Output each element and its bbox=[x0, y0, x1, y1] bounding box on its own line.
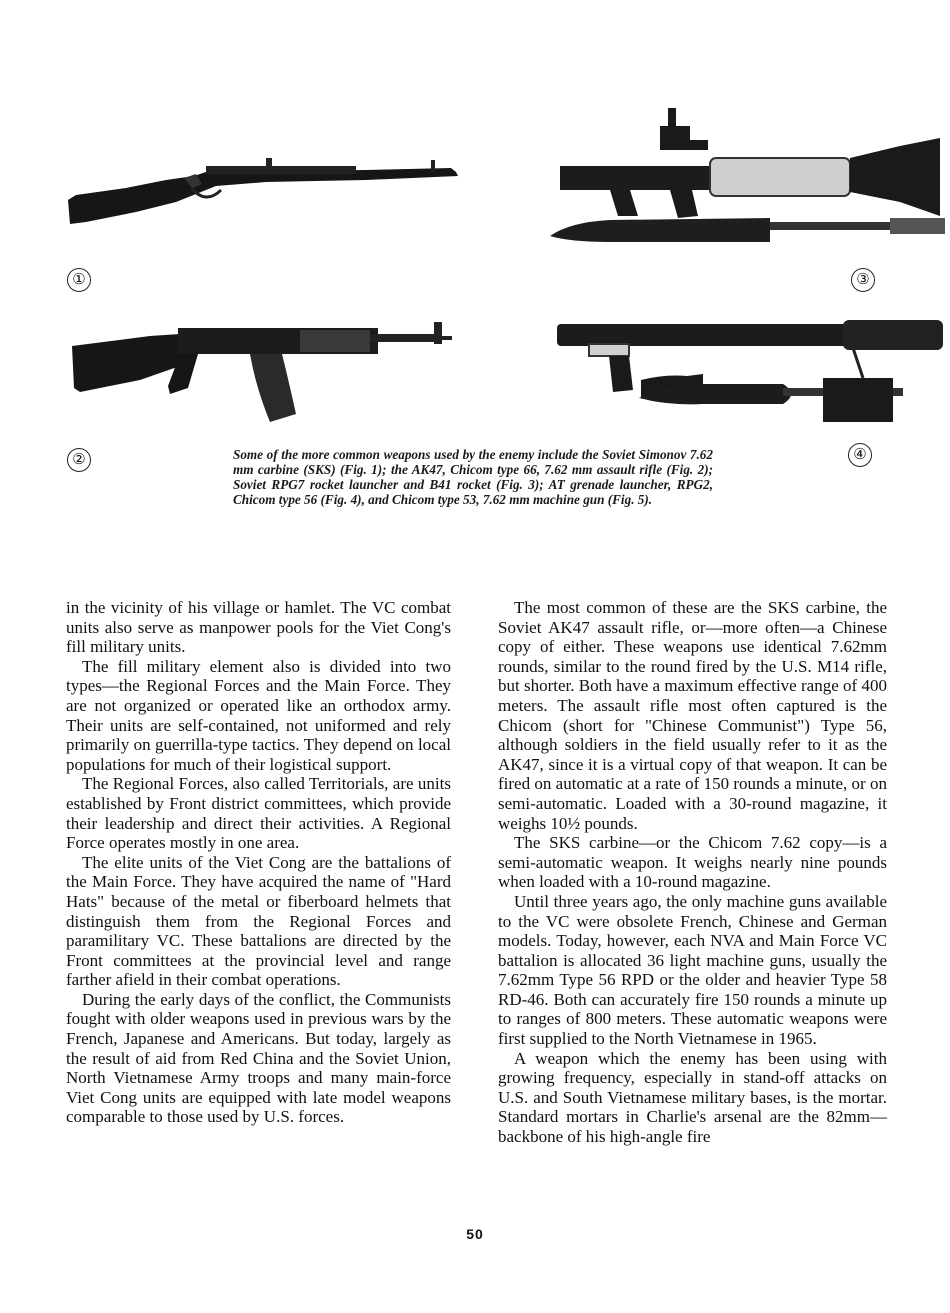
page-number: 50 bbox=[466, 1226, 484, 1242]
left-paragraph-5: During the early days of the conflict, the Communists fought with older weapons used in previous wars by the French, Japanese and Americans. But today, largely as the result of aid from Red China and the Soviet Union, North Vietnamese Army troops and many main-force Viet Cong units are equipped with late model weapons comparable to those used by U.S. forces. bbox=[66, 989, 451, 1127]
left-column bbox=[66, 598, 451, 1127]
figure-4-rpg2-launcher-and-grenade bbox=[553, 318, 948, 428]
left-paragraph-2: The fill military element also is divided into two types—the Regional Forces and the Main Force. They are not organized or operated like an orthodox army. Their units are self-contained, not uniformed and rely primarily on guerrilla-type tactics. They depend on local populations for much of their logistical support. bbox=[66, 656, 451, 774]
right-paragraph-3: Until three years ago, the only machine guns available to the VC were obsolete French, Chinese and German models. Today, however, each NVA and Main Force VC battalion is allocated 36 light machine guns, usually the 7.62mm Type 56 RPD or the older and heavier Type 58 RD-46. Both can accurately fire 150 rounds a minute up to ranges of 800 meters. These automatic weapons were first supplied to the North Vietnamese in 1965. bbox=[498, 891, 887, 1049]
figure-label-3: ③ bbox=[851, 268, 875, 292]
figure-label-1: ① bbox=[67, 268, 91, 292]
figure-label-2: ② bbox=[67, 448, 91, 472]
right-paragraph-2: The SKS carbine—or the Chicom 7.62 copy—is a semi-automatic weapon. It weighs nearly nine pounds when loaded with a 10-round magazine. bbox=[498, 833, 887, 892]
figure-2-ak47 bbox=[70, 318, 455, 428]
left-paragraph-3: The Regional Forces, also called Territorials, are units established by Front district committees, which provide their leadership and direct their activities. A Regional Force operates mostly in one area. bbox=[66, 774, 451, 853]
left-paragraph-4: The elite units of the Viet Cong are the battalions of the Main Force. They have acquired the name of "Hard Hats" because of the metal or fiberboard helmets that distinguish them from the Regional Forces and paramilitary VC. These battalions are directed by the Front committees at the provincial level and range farther afield in their combat operations. bbox=[66, 852, 451, 990]
right-paragraph-1: The most common of these are the SKS carbine, the Soviet AK47 assault rifle, or—more often—a Chinese copy of either. These weapons use identical 7.62mm rounds, similar to the round fired by the U.S. M14 rifle, but shorter. Both have a maximum effective range of 400 meters. The assault rifle most often captured is the Chicom (short for "Chinese Communist") Type 56, although soldiers in the field usually refer to it as the AK47, since it is a virtual copy of that weapon. It can be fired on automatic at a rate of 150 rounds a minute, or on semi-automatic. Loaded with a 30-round magazine, it weighs 10½ pounds. bbox=[498, 598, 887, 833]
right-column bbox=[498, 598, 887, 1147]
figure-3-rpg7-and-b41-rocket bbox=[550, 106, 945, 256]
right-paragraph-4: A weapon which the enemy has been using with growing frequency, especially in stand-off attacks on U.S. and South Vietnamese military bases, is the mortar. Standard mortars in Charlie's arsenal are the 82mm—backbone of his high-angle fire bbox=[498, 1048, 887, 1147]
figure-1-sks-carbine bbox=[66, 150, 461, 230]
left-paragraph-1: in the vicinity of his village or hamlet. The VC combat units also serve as manpower pools for the Viet Cong's fill military units. bbox=[66, 598, 451, 657]
figure-label-4: ④ bbox=[848, 443, 872, 467]
figure-caption: Some of the more common weapons used by the enemy include the Soviet Simonov 7.62 mm carbine (SKS) (Fig. 1); the AK47, Chicom type 66, 7.62 mm assault rifle (Fig. 2); Soviet RPG7 rocket launcher and B41 rocket (Fig. 3); AT grenade launcher, RPG2, Chicom type 56 (Fig. 4), and Chicom type 53, 7.62 mm machine gun (Fig. 5). bbox=[233, 447, 713, 507]
